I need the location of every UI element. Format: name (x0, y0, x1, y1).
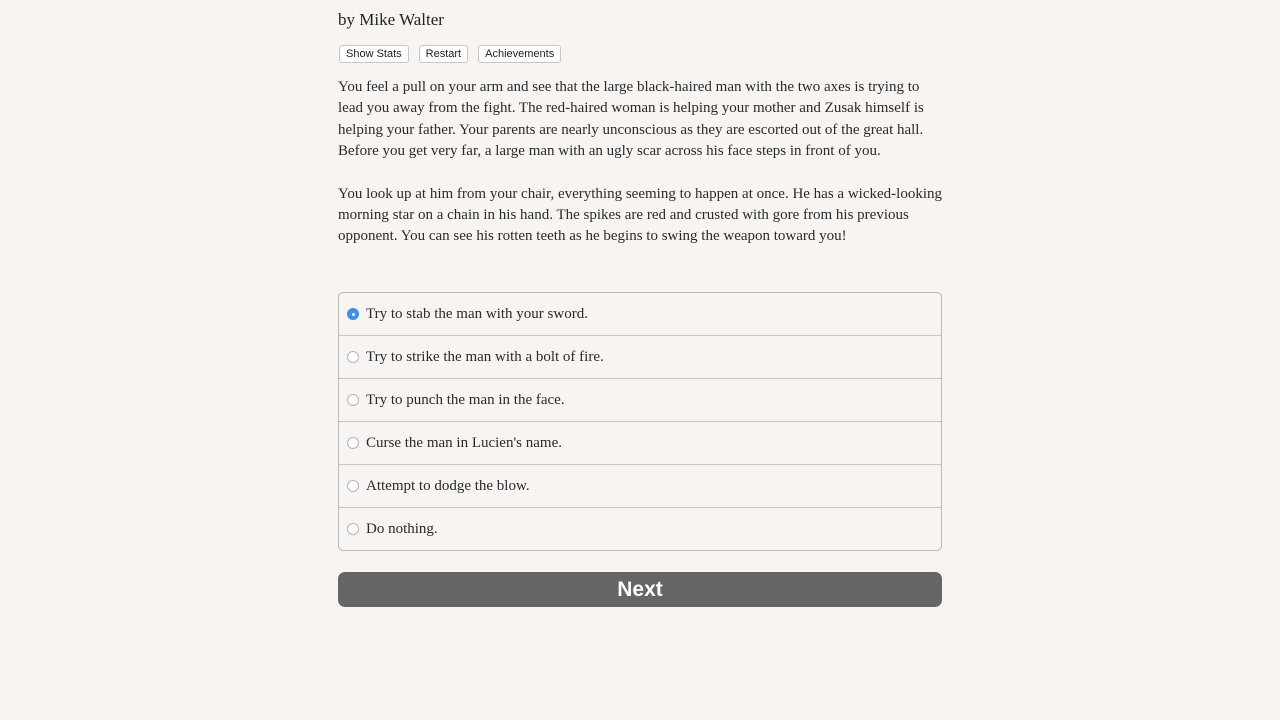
choice-label: Curse the man in Lucien's name. (366, 435, 562, 451)
choice-label: Do nothing. (366, 521, 438, 537)
achievements-button[interactable]: Achievements (478, 45, 561, 63)
radio-button[interactable] (347, 523, 359, 535)
toolbar (339, 45, 561, 63)
choice-option[interactable] (339, 421, 941, 464)
choice-option[interactable] (339, 293, 941, 335)
choice-label: Try to punch the man in the face. (366, 392, 565, 408)
choice-option[interactable] (339, 335, 941, 378)
show-stats-button[interactable]: Show Stats (339, 45, 409, 63)
story-paragraph: You look up at him from your chair, everything seeming to happen at once. He has a wicked-looking morning star on a chain in his hand. The spikes are red and crusted with gore from his previous opponent. You can see his rotten teeth as he begins to swing the weapon toward you! (338, 185, 942, 245)
story-paragraph: You feel a pull on your arm and see that the large black-haired man with the two axes is trying to lead you away from the fight. The red-haired woman is helping your mother and Zusak himself is helping your father. Your parents are nearly unconscious as they are escorted out of the great hall. Before you get very far, a large man with an ugly scar across his face steps in front of you. (338, 79, 924, 160)
choice-label: Try to strike the man with a bolt of fire. (366, 349, 604, 365)
radio-button[interactable] (347, 351, 359, 363)
choice-label: Attempt to dodge the blow. (366, 478, 530, 494)
choice-option[interactable] (339, 464, 941, 507)
choice-label: Try to stab the man with your sword. (366, 306, 588, 322)
choice-list (338, 292, 942, 551)
choice-option[interactable] (339, 378, 941, 421)
radio-button[interactable] (347, 437, 359, 449)
next-button[interactable]: Next (338, 572, 942, 607)
radio-button[interactable] (347, 394, 359, 406)
choice-option[interactable] (339, 507, 941, 550)
radio-button[interactable] (347, 480, 359, 492)
radio-button[interactable] (347, 308, 359, 320)
story-text (338, 77, 942, 269)
restart-button[interactable]: Restart (419, 45, 468, 63)
author-byline: by Mike Walter (338, 10, 444, 29)
